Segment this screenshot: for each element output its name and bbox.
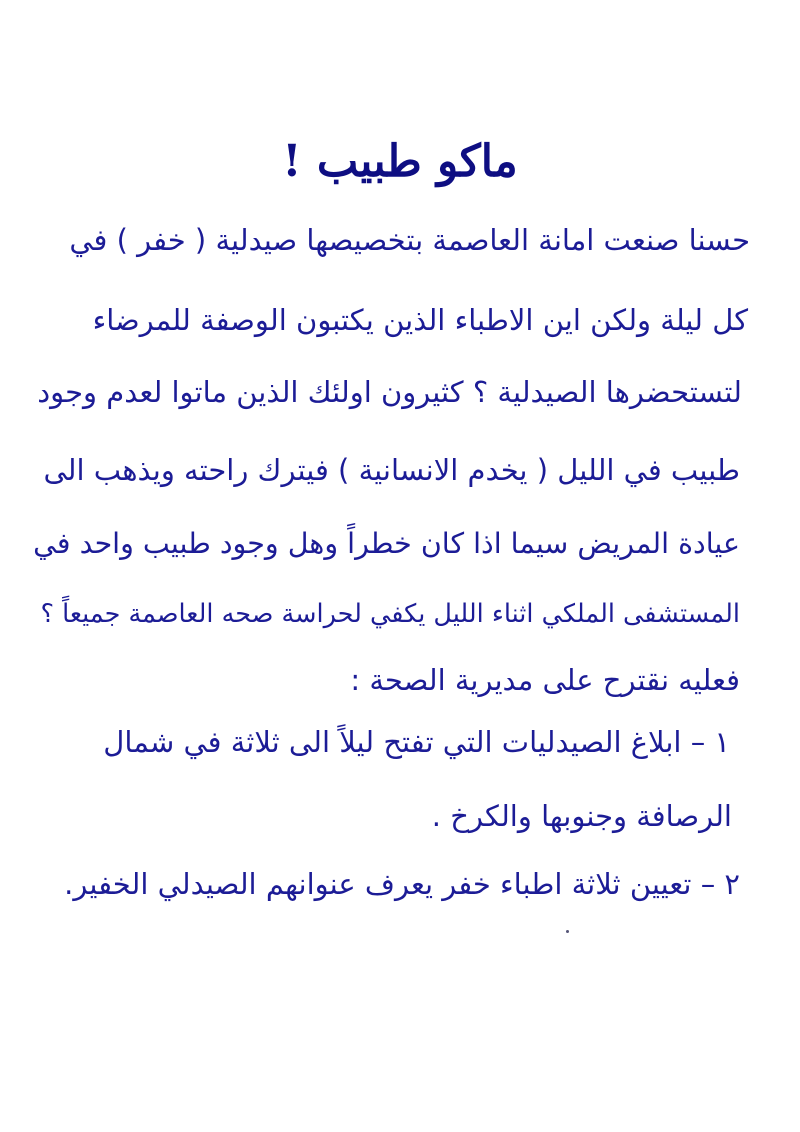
text-line-6: المستشفى الملكي اثناء الليل يكفي لحراسة صحه العاصمة جميعاً ؟ <box>40 599 740 629</box>
list-item-1-continuation: الرصافة وجنوبها والكرخ . <box>431 799 732 833</box>
text-line-4: طبيب في الليل ( يخدم الانسانية ) فيترك راحته ويذهب الى <box>43 453 740 487</box>
text-line-3: لتستحضرها الصيدلية ؟ كثيرون اولئك الذين ماتوا لعدم وجود <box>37 375 742 409</box>
text-line-7: فعليه نقترح على مديرية الصحة : <box>350 663 740 697</box>
list-item-2: ٢ – تعيين ثلاثة اطباء خفر يعرف عنوانهم الصيدلي الخفير. <box>64 867 740 901</box>
text-line-2: كل ليلة ولكن اين الاطباء الذين يكتبون الوصفة للمرضاء <box>92 303 748 337</box>
document-title: ماكو طبيب ! <box>282 136 518 187</box>
text-line-1: حسنا صنعت امانة العاصمة بتخصيصها صيدلية ( خفر ) في <box>69 223 750 257</box>
list-item-1: ١ – ابلاغ الصيدليات التي تفتح ليلاً الى ثلاثة في شمال <box>103 725 730 759</box>
ink-speck <box>566 930 569 933</box>
text-line-5: عيادة المريض سيما اذا كان خطراً وهل وجود طبيب واحد في <box>33 527 740 560</box>
